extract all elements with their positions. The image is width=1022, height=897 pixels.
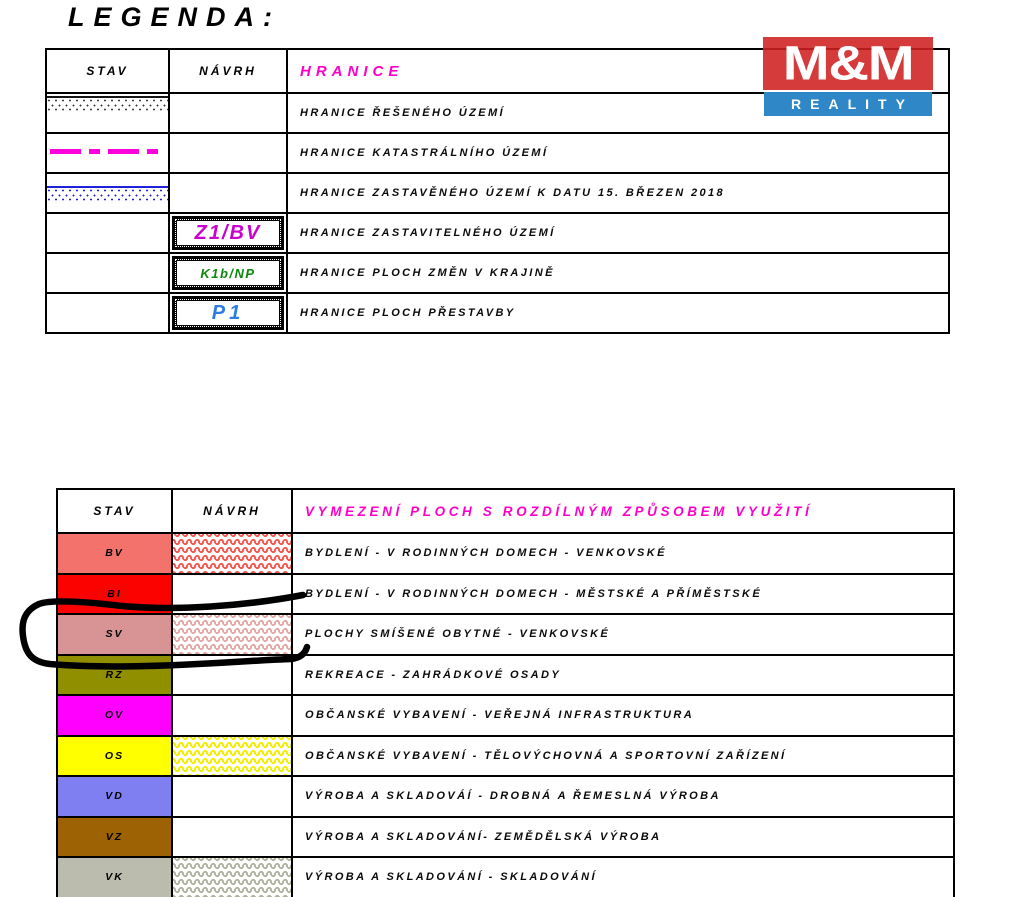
table-row-bi — [58, 573, 953, 614]
logo-mm-text: M&M — [782, 36, 914, 90]
stav-cell-empty — [47, 254, 170, 292]
table-row-hranice-prestavby — [47, 292, 948, 332]
navrh-cell-empty — [170, 174, 288, 212]
navrh-cell — [173, 575, 293, 614]
stav-color-swatch — [58, 696, 173, 735]
section-header-hranice: HRANICE — [300, 62, 404, 80]
table-row-hranice-zastaveneho — [47, 172, 948, 212]
navrh-cell — [173, 534, 293, 573]
stav-color-swatch — [58, 737, 173, 776]
stav-color-swatch — [58, 575, 173, 614]
row-label: HRANICE ZASTAVITELNÉHO ÚZEMÍ — [300, 227, 556, 239]
diamond-hatch-pattern — [173, 696, 291, 735]
area-code: VZ — [105, 830, 124, 843]
page-title: LEGENDA: — [68, 2, 281, 32]
stav-symbol-cell — [47, 134, 170, 172]
navrh-cell — [170, 214, 288, 252]
logo-mm-mark — [763, 37, 933, 90]
stav-symbol-cell — [47, 94, 170, 132]
navrh-cell — [173, 858, 293, 897]
diamond-hatch-pattern — [173, 737, 291, 776]
dotted-frame-box — [172, 296, 284, 330]
stav-color-swatch — [58, 777, 173, 816]
navrh-cell — [173, 615, 293, 654]
navrh-code: Z1/BV — [194, 221, 262, 244]
row-label: OBČANSKÉ VYBAVENÍ - TĚLOVÝCHOVNÁ A SPORTOVNÍ ZAŘÍZENÍ — [305, 749, 787, 762]
logo-reality-bar: REALITY — [764, 92, 932, 116]
table-row-vz — [58, 816, 953, 857]
navrh-cell — [173, 737, 293, 776]
stav-color-swatch — [58, 858, 173, 897]
diamond-hatch-pattern — [173, 818, 291, 857]
diamond-hatch-pattern — [173, 777, 291, 816]
stav-cell-empty — [47, 294, 170, 332]
area-code: VK — [105, 871, 124, 884]
table-row-ov — [58, 694, 953, 735]
diamond-hatch-pattern — [173, 858, 291, 897]
section-header-vymezeni: VYMEZENÍ PLOCH S ROZDÍLNÝM ZPŮSOBEM VYUŽITÍ — [305, 503, 813, 519]
diamond-hatch-pattern — [173, 656, 291, 695]
navrh-cell — [173, 777, 293, 816]
table-row-vk — [58, 856, 953, 897]
table-row-hranice-zastavitelneho — [47, 212, 948, 252]
navrh-code: P1 — [211, 301, 245, 324]
stav-cell-empty — [47, 214, 170, 252]
diamond-hatch-pattern — [173, 575, 291, 614]
row-label: VÝROBA A SKLADOVÁNÍ- ZEMĚDĚLSKÁ VÝROBA — [305, 830, 662, 843]
row-label: HRANICE PLOCH PŘESTAVBY — [300, 307, 516, 319]
table-row-rz — [58, 654, 953, 695]
row-label: BYDLENÍ - V RODINNÝCH DOMECH - VENKOVSKÉ — [305, 547, 667, 560]
magenta-dash-dot-line-icon — [50, 149, 165, 154]
row-label: VÝROBA A SKLADOVÁÍ - DROBNÁ A ŘEMESLNÁ VÝROBA — [305, 790, 721, 803]
stav-color-swatch — [58, 656, 173, 695]
vymezeni-table-header — [58, 490, 953, 532]
area-code: OS — [104, 749, 125, 762]
table-row-os — [58, 735, 953, 776]
row-label: HRANICE ŘEŠENÉHO ÚZEMÍ — [300, 107, 505, 119]
area-code: SV — [105, 628, 124, 641]
diamond-hatch-pattern — [173, 534, 291, 573]
navrh-cell — [170, 254, 288, 292]
row-label: OBČANSKÉ VYBAVENÍ - VEŘEJNÁ INFRASTRUKTURA — [305, 709, 695, 722]
row-label: HRANICE ZASTAVĚNÉHO ÚZEMÍ K DATU 15. BŘEZEN 2018 — [300, 187, 726, 199]
area-code: VD — [105, 790, 124, 803]
blue-line-stipple-icon — [47, 186, 168, 202]
stav-color-swatch — [58, 534, 173, 573]
area-code: BV — [105, 547, 124, 560]
row-label: PLOCHY SMÍŠENÉ OBYTNÉ - VENKOVSKÉ — [305, 628, 611, 641]
navrh-cell — [173, 656, 293, 695]
dotted-frame-box — [172, 216, 284, 250]
vymezeni-ploch-table — [56, 488, 955, 897]
diamond-hatch-pattern — [173, 615, 291, 654]
area-code: RZ — [105, 668, 124, 681]
mm-reality-logo — [763, 37, 933, 116]
navrh-cell — [173, 696, 293, 735]
area-code: OV — [104, 709, 125, 722]
column-header-stav: STAV — [58, 490, 173, 532]
table-row-bv — [58, 532, 953, 573]
row-label: HRANICE KATASTRÁLNÍHO ÚZEMÍ — [300, 147, 549, 159]
column-header-stav: STAV — [47, 50, 170, 92]
black-stipple-band-icon — [47, 96, 168, 113]
table-row-hranice-katastralniho — [47, 132, 948, 172]
stav-color-swatch — [58, 818, 173, 857]
row-label: HRANICE PLOCH ZMĚN V KRAJINĚ — [300, 267, 555, 279]
stav-symbol-cell — [47, 174, 170, 212]
table-row-vd — [58, 775, 953, 816]
navrh-cell-empty — [170, 94, 288, 132]
column-header-navrh: NÁVRH — [170, 50, 288, 92]
navrh-cell — [170, 294, 288, 332]
row-label: BYDLENÍ - V RODINNÝCH DOMECH - MĚSTSKÉ A PŘÍMĚSTSKÉ — [305, 587, 763, 600]
navrh-code: K1b/NP — [200, 265, 256, 281]
navrh-cell-empty — [170, 134, 288, 172]
table-row-sv — [58, 613, 953, 654]
navrh-cell — [173, 818, 293, 857]
stav-color-swatch — [58, 615, 173, 654]
column-header-navrh: NÁVRH — [173, 490, 293, 532]
row-label: VÝROBA A SKLADOVÁNÍ - SKLADOVÁNÍ — [305, 871, 597, 884]
table-row-hranice-zmen-v-krajine — [47, 252, 948, 292]
area-code: BI — [107, 587, 122, 600]
row-label: REKREACE - ZAHRÁDKOVÉ OSADY — [305, 668, 562, 681]
dotted-frame-box — [172, 256, 284, 290]
